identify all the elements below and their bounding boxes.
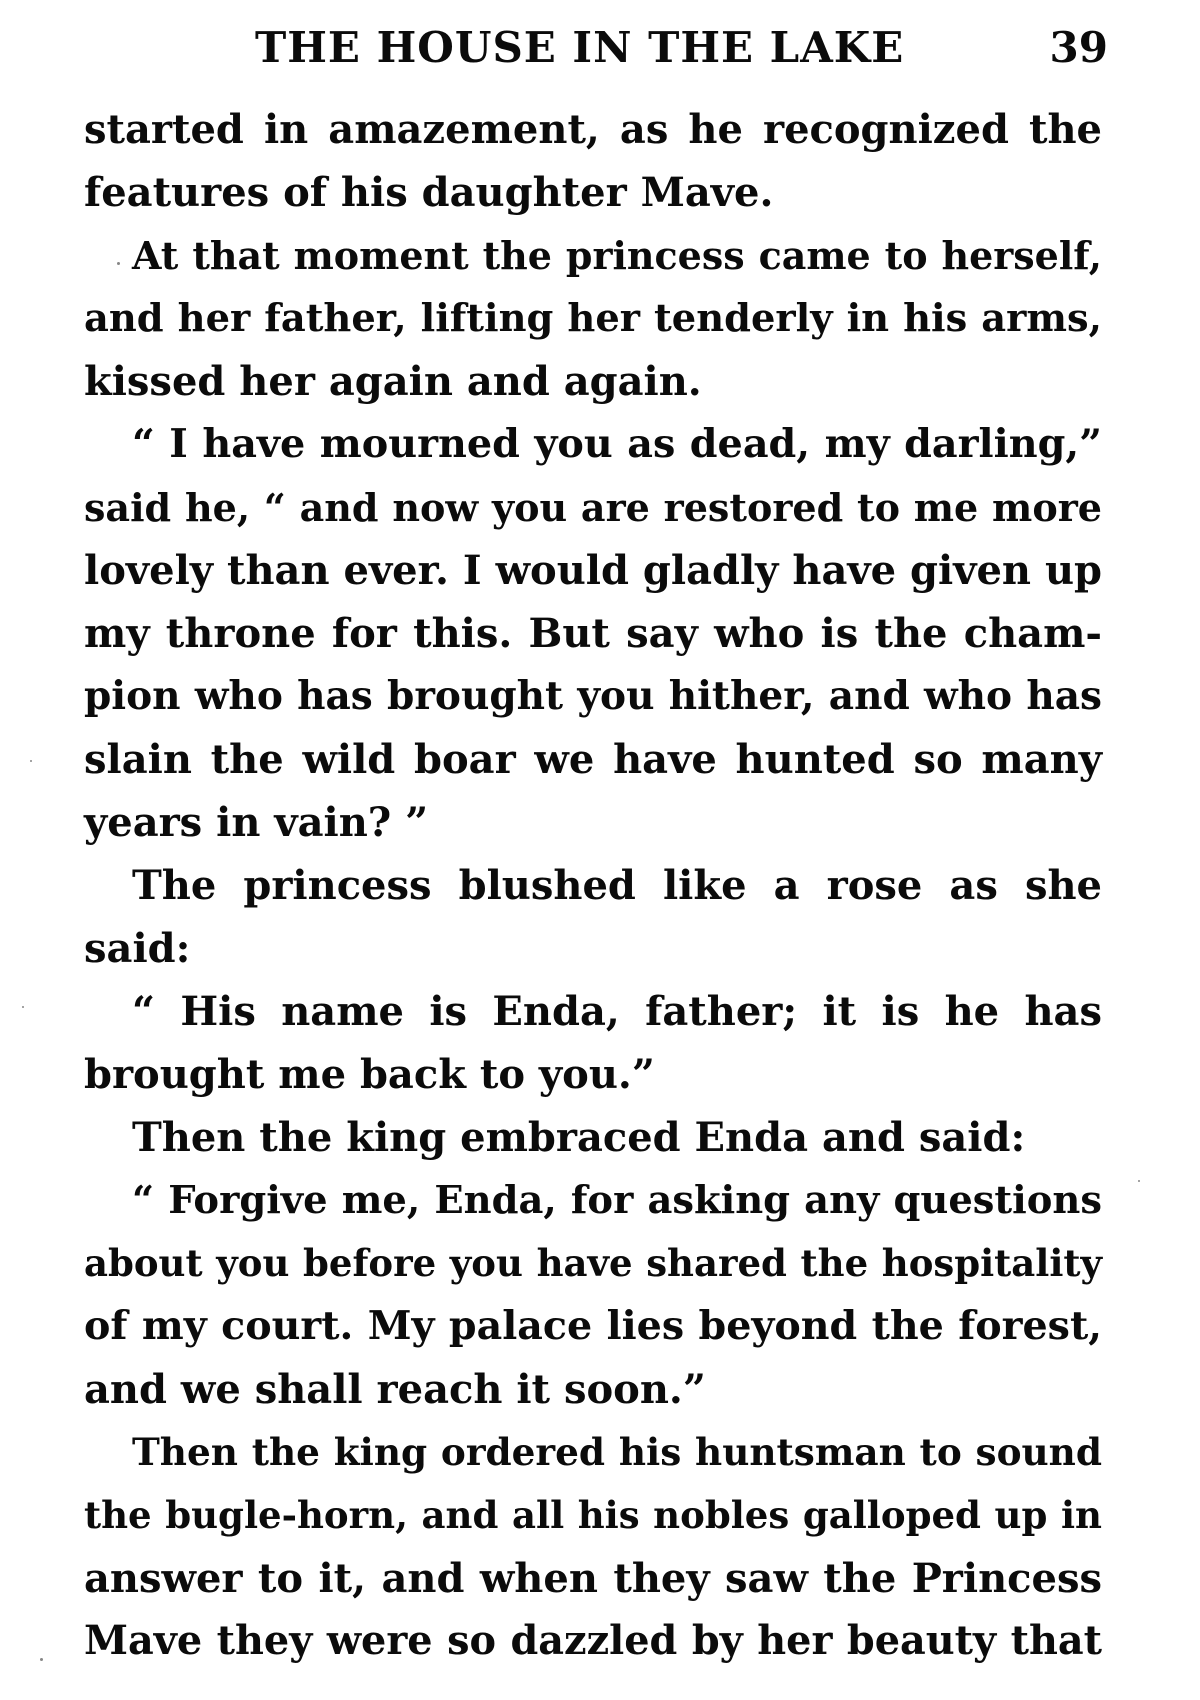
- text-line: and her father, lifting her tenderly in his arms,: [84, 296, 1102, 341]
- text-line: Then the king embraced Enda and said:: [132, 1114, 1026, 1161]
- text-line: said he, “ and now you are restored to me more: [84, 485, 1102, 530]
- text-line: “ His name is Enda, father; it is he has: [132, 988, 1102, 1035]
- text-line: said:: [84, 925, 191, 972]
- scan-speck: [40, 1658, 43, 1661]
- text-line: Then the king ordered his huntsman to sound: [132, 1430, 1102, 1474]
- text-line: The princess blushed like a rose as she: [132, 862, 1102, 909]
- text-line: features of his daughter Mave.: [84, 169, 774, 216]
- text-line: slain the wild boar we have hunted so many: [84, 736, 1102, 783]
- scan-speck: [30, 760, 32, 762]
- text-line: Mave they were so dazzled by her beauty that: [84, 1618, 1102, 1664]
- text-line: answer to it, and when they saw the Princess: [84, 1555, 1102, 1602]
- text-line: years in vain? ”: [84, 799, 429, 846]
- running-title: THE HOUSE IN THE LAKE: [255, 23, 905, 72]
- text-line: the bugle-horn, and all his nobles galloped up in: [84, 1493, 1102, 1537]
- text-line: of my court. My palace lies beyond the forest,: [84, 1303, 1102, 1349]
- text-line: lovely than ever. I would gladly have given up: [84, 547, 1102, 594]
- scan-speck: [117, 262, 120, 265]
- page-number: 39: [1049, 23, 1108, 72]
- text-line: started in amazement, as he recognized the: [84, 106, 1102, 153]
- text-line: and we shall reach it soon.”: [84, 1366, 706, 1413]
- text-line: my throne for this. But say who is the cham-: [84, 610, 1102, 657]
- scan-speck: [1138, 1180, 1140, 1182]
- text-line: brought me back to you.”: [84, 1051, 655, 1098]
- text-line: pion who has brought you hither, and who has: [84, 673, 1102, 719]
- text-line: about you before you have shared the hospitality: [84, 1241, 1102, 1285]
- text-line: “ I have mourned you as dead, my darling,”: [132, 421, 1102, 467]
- text-line: At that moment the princess came to herself,: [132, 233, 1102, 278]
- body-text: [84, 98, 1102, 1673]
- text-line: “ Forgive me, Enda, for asking any questions: [132, 1178, 1102, 1223]
- scan-speck: [22, 1006, 24, 1008]
- text-line: kissed her again and again.: [84, 358, 702, 405]
- running-head: [0, 18, 1200, 78]
